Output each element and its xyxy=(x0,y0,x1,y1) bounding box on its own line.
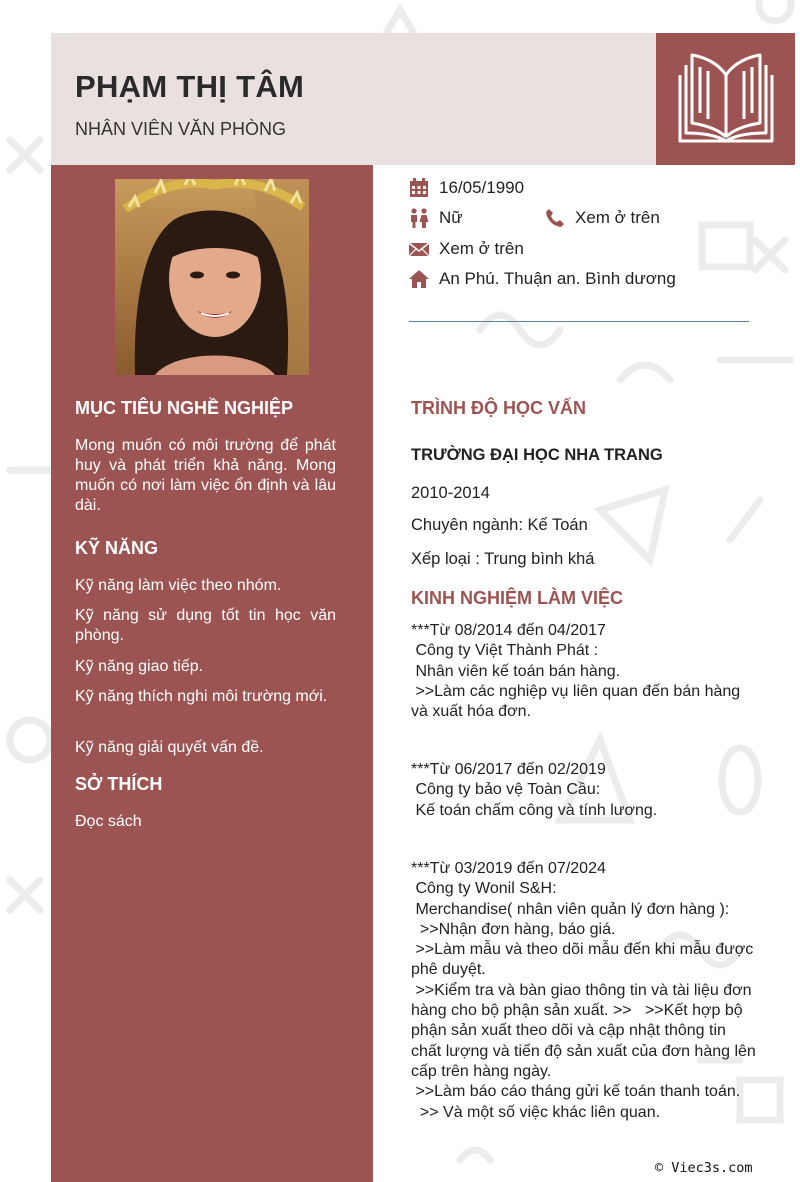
contact-birthdate xyxy=(409,178,524,198)
education-major: Chuyên ngành: Kế Toán xyxy=(411,516,588,534)
calendar-icon xyxy=(409,178,429,198)
school-name: TRƯỜNG ĐẠI HỌC NHA TRANG xyxy=(411,446,663,464)
header-panel xyxy=(51,33,656,165)
divider-line xyxy=(409,321,749,322)
objective-heading: MỤC TIÊU NGHỀ NGHIỆP xyxy=(75,398,294,418)
skill-item: Kỹ năng giao tiếp. xyxy=(75,658,204,675)
gender-icon xyxy=(409,208,429,228)
open-book-icon xyxy=(678,53,774,145)
experience-heading: KINH NGHIỆM LÀM VIỆC xyxy=(411,588,624,608)
skill-item: Kỹ năng thích nghi môi trường mới. xyxy=(75,688,328,705)
phone-value: Xem ở trên xyxy=(575,208,660,227)
skill-item: Kỹ năng giải quyết vấn đề. xyxy=(75,739,264,756)
candidate-name: PHẠM THỊ TÂM xyxy=(75,69,305,104)
hobbies-heading: SỞ THÍCH xyxy=(75,774,163,794)
copyright-footer: © Viec3s.com xyxy=(655,1160,753,1176)
contact-gender xyxy=(409,208,463,228)
skill-item: Kỹ năng sử dụng tốt tin học văn phòng. xyxy=(75,607,336,644)
contact-address xyxy=(409,269,676,289)
contact-email xyxy=(409,239,524,259)
job-title: NHÂN VIÊN VĂN PHÒNG xyxy=(75,119,287,139)
hobbies-text: Đọc sách xyxy=(75,813,142,830)
education-years: 2010-2014 xyxy=(411,484,490,502)
education-grade: Xếp loại : Trung bình khá xyxy=(411,550,595,568)
education-heading: TRÌNH ĐỘ HỌC VẤN xyxy=(411,398,586,418)
home-icon xyxy=(409,269,429,289)
profile-photo xyxy=(115,179,309,375)
skills-heading: KỸ NĂNG xyxy=(75,538,159,558)
job-entry: ***Từ 08/2014 đến 04/2017 Công ty Việt Thành Phát : Nhân viên kế toán bán hàng. >>Làm các nghiệp vụ liên quan đến bán hàng và xuất hóa đơn. xyxy=(411,622,741,721)
objective-text: Mong muốn có môi trường để phát huy và phát triển khả năng. Mong muốn có nơi làm việc ổn định và lâu dài. xyxy=(75,437,336,514)
header-logo-box xyxy=(656,33,795,165)
email-value: Xem ở trên xyxy=(439,239,524,258)
gender-value: Nữ xyxy=(439,208,463,227)
skill-item: Kỹ năng làm việc theo nhóm. xyxy=(75,577,282,594)
envelope-icon xyxy=(409,239,429,259)
address-value: An Phú. Thuận an. Bình dương xyxy=(439,269,676,288)
sidebar xyxy=(51,165,373,1182)
contact-phone xyxy=(545,208,660,228)
phone-icon xyxy=(545,208,565,228)
birthdate-value: 16/05/1990 xyxy=(439,178,525,197)
job-entry: ***Từ 06/2017 đến 02/2019 Công ty bảo vệ Toàn Cầu: Kế toán chấm công và tính lương. xyxy=(411,761,658,819)
main-content xyxy=(373,165,800,1182)
job-entry: ***Từ 03/2019 đến 07/2024 Công ty Wonil S&H: Merchandise( nhân viên quản lý đơn hàng ): >>Nhận đơn hàng, báo giá. >>Làm mẫu và theo dõi mẫu đến khi mẫu được phê duyệt. >>Kiểm tra và bàn giao thông tin và tài liệu đơn hàng cho bộ phận sản xuất. >> >>Kết hợp bộ phận sản xuất theo dõi và cập nhật thông tin chất lượng và tiến độ sản xuất của đơn hàng lên cấp trên hàng ngày. >>Làm báo cáo tháng gửi kế toán thanh toán. >> Và một số việc khác liên quan. xyxy=(411,860,756,1121)
